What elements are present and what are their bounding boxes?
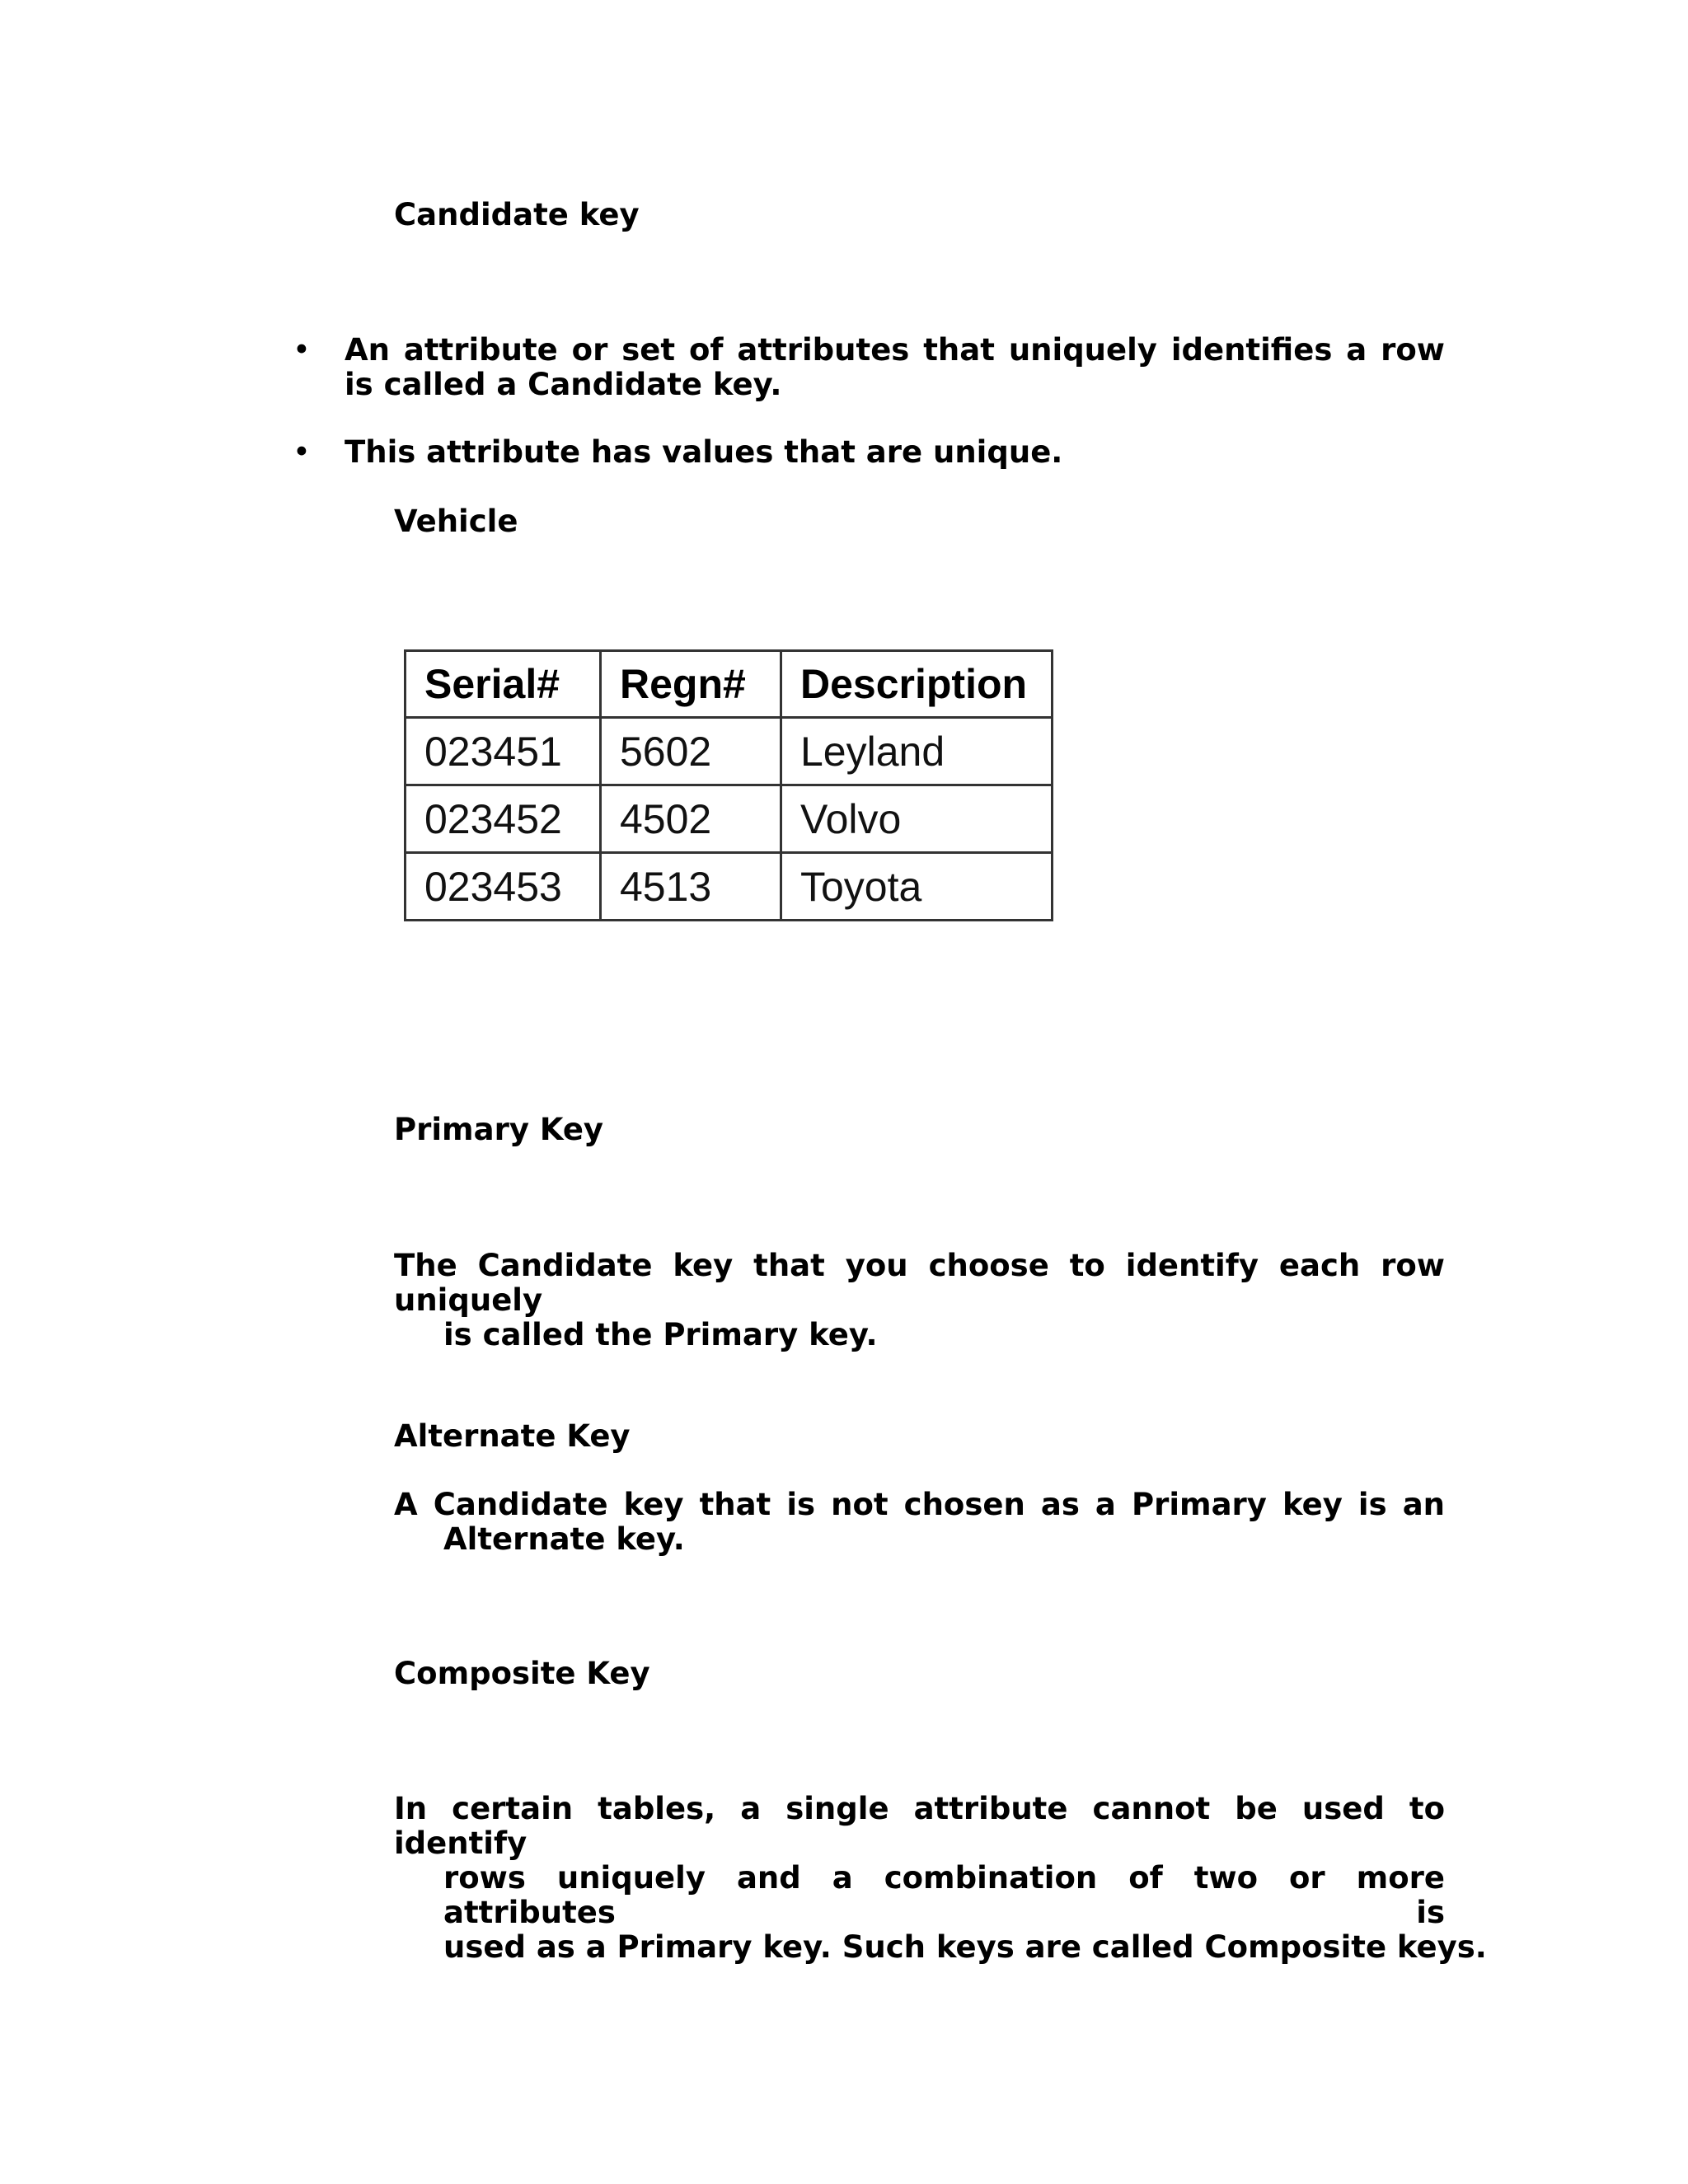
table-cell-description: Toyota bbox=[781, 853, 1053, 921]
column-header-regn: Regn# bbox=[601, 651, 781, 718]
column-header-description: Description bbox=[781, 651, 1053, 718]
table-cell-description: Leyland bbox=[781, 718, 1053, 785]
table-cell-regn: 5602 bbox=[601, 718, 781, 785]
alternate-key-paragraph bbox=[394, 1488, 1445, 1557]
bullet-icon: • bbox=[293, 332, 311, 368]
table-cell-regn: 4502 bbox=[601, 785, 781, 853]
candidate-key-heading: Candidate key bbox=[394, 197, 640, 232]
paragraph-line: is called the Primary key. bbox=[443, 1317, 878, 1352]
bullet-icon: • bbox=[293, 434, 311, 470]
primary-key-paragraph bbox=[394, 1249, 1445, 1352]
table-cell-serial: 023453 bbox=[406, 853, 601, 921]
paragraph-line: In certain tables, a single attribute cannot be used to identify bbox=[394, 1791, 1445, 1861]
vehicle-table bbox=[404, 649, 1053, 921]
table-row bbox=[406, 718, 1053, 785]
paragraph-line: Alternate key. bbox=[443, 1521, 685, 1557]
table-cell-description: Volvo bbox=[781, 785, 1053, 853]
paragraph-line: A Candidate key that is not chosen as a Primary key is an bbox=[394, 1487, 1445, 1522]
bullet-text: An attribute or set of attributes that uniquely identifies a row is called a Candidate key. bbox=[345, 332, 1445, 402]
table-cell-serial: 023451 bbox=[406, 718, 601, 785]
column-header-serial: Serial# bbox=[406, 651, 601, 718]
composite-key-heading: Composite Key bbox=[394, 1656, 650, 1691]
bullet-text: This attribute has values that are unique. bbox=[345, 434, 1063, 470]
table-cell-serial: 023452 bbox=[406, 785, 601, 853]
table-caption: Vehicle bbox=[394, 504, 518, 539]
composite-key-paragraph bbox=[394, 1791, 1487, 1965]
bullet-item-unique-values bbox=[293, 435, 1445, 470]
paragraph-line: The Candidate key that you choose to identify each row uniquely bbox=[394, 1248, 1445, 1318]
table-header-row bbox=[406, 651, 1053, 718]
paragraph-line: used as a Primary key. Such keys are called Composite keys. bbox=[443, 1929, 1487, 1965]
alternate-key-heading: Alternate Key bbox=[394, 1418, 631, 1454]
paragraph-line: rows uniquely and a combination of two or more attributes is bbox=[443, 1860, 1445, 1930]
table-row bbox=[406, 853, 1053, 921]
table-cell-regn: 4513 bbox=[601, 853, 781, 921]
primary-key-heading: Primary Key bbox=[394, 1112, 604, 1147]
bullet-item-definition bbox=[293, 333, 1445, 402]
table-row bbox=[406, 785, 1053, 853]
